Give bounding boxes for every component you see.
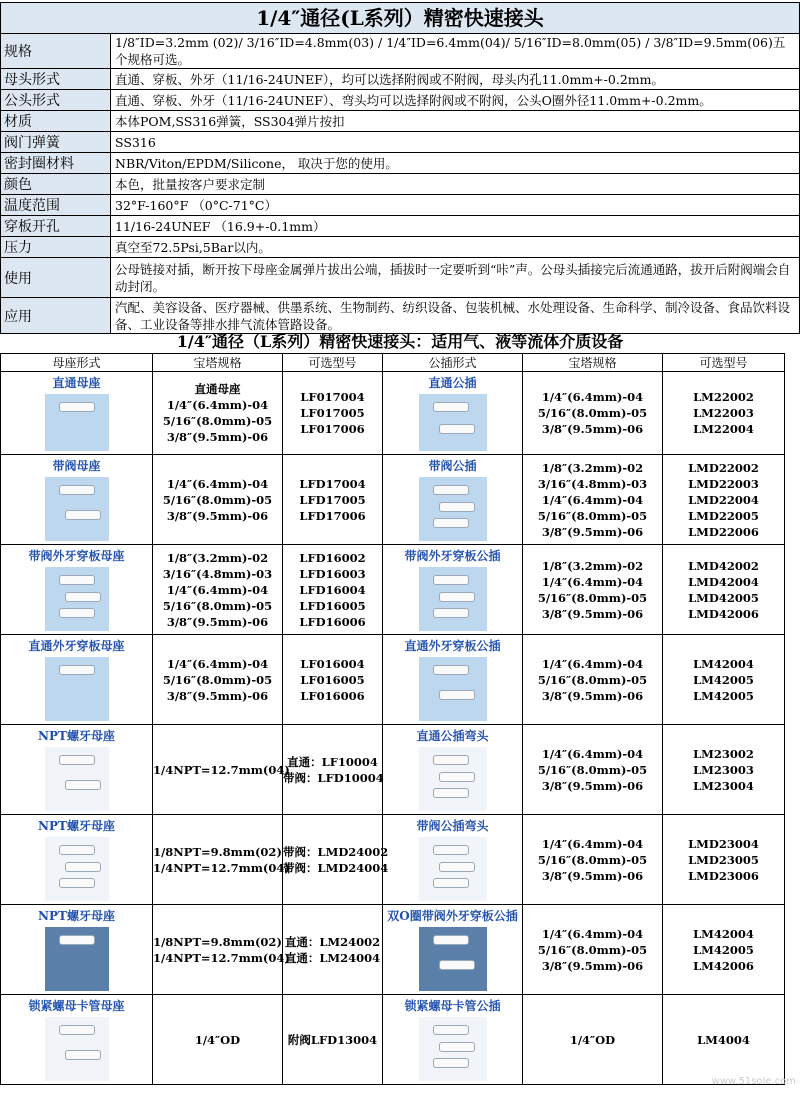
connector-fitting-icon bbox=[433, 518, 469, 528]
header-male-form: 公插形式 bbox=[383, 354, 523, 372]
spec-value: 32°F-160°F （0°C-71°C） bbox=[111, 195, 800, 216]
spec-line: 3/8″(9.5mm)-06 bbox=[541, 778, 644, 793]
female-model-cell bbox=[283, 995, 383, 1085]
male-form-cell bbox=[383, 372, 523, 455]
connector-fitting-icon bbox=[433, 1025, 469, 1035]
spec-line: 1/8NPT=9.8mm(02) bbox=[153, 934, 282, 949]
spec-value: 11/16-24UNEF （16.9+-0.1mm） bbox=[111, 216, 800, 237]
male-model-cell bbox=[663, 995, 785, 1085]
spec-row bbox=[1, 174, 800, 195]
connector-fitting-icon bbox=[439, 960, 475, 970]
page-title: 1/4″通径(L系列）精密快速接头 bbox=[0, 2, 800, 34]
female-model-cell bbox=[283, 635, 383, 725]
spec-label: 穿板开孔 bbox=[1, 216, 111, 237]
female-connector-photo bbox=[45, 927, 109, 991]
table-row bbox=[1, 905, 785, 995]
spec-value: 公母链接对插，断开按下母座金属弹片拔出公端，插拔时一定要听到“咔”声。公母头插接完后流通通路，拔开后附阀端会自动封闭。 bbox=[111, 258, 800, 298]
male-spec-cell bbox=[523, 905, 663, 995]
connector-fitting-icon bbox=[59, 575, 95, 585]
model-line: LF016004 bbox=[300, 656, 365, 671]
spec-line: 1/4″(6.4mm)-04 bbox=[166, 582, 269, 597]
connector-fitting-icon bbox=[439, 690, 475, 700]
spec-line: 5/16″(8.0mm)-05 bbox=[162, 598, 273, 613]
spec-line: 3/8″(9.5mm)-06 bbox=[166, 688, 269, 703]
model-line: LMD42005 bbox=[688, 590, 759, 605]
connector-fitting-icon bbox=[433, 935, 469, 945]
spec-line: 1/4″OD bbox=[194, 1032, 241, 1047]
spec-value: SS316 bbox=[111, 132, 800, 153]
spec-line: 1/4″(6.4mm)-04 bbox=[541, 836, 644, 851]
male-form-name: 双O圈带阀外牙穿板公插 bbox=[387, 909, 518, 923]
connector-fitting-icon bbox=[433, 575, 469, 585]
spec-line: 直通母座 bbox=[194, 382, 241, 396]
model-line: LM23004 bbox=[693, 778, 754, 793]
male-form-cell bbox=[383, 455, 523, 545]
spec-value: 1/8″ID=3.2mm (02)/ 3/16″ID=4.8mm(03) / 1/4″ID=6.4mm(04)/ 5/16″ID=8.0mm(05) / 3/8″ID=9.5mm(06)五个规格可选。 bbox=[111, 34, 800, 69]
spec-line: 1/4NPT=12.7mm(04) bbox=[153, 762, 290, 777]
spec-line: 1/8″(3.2mm)-02 bbox=[541, 460, 644, 475]
male-model-cell bbox=[663, 725, 785, 815]
product-table-title: 1/4″通径（L系列）精密快速接头：适用气、液等流体介质设备 bbox=[176, 332, 624, 351]
spec-line: 1/8NPT=9.8mm(02) bbox=[153, 844, 282, 859]
connector-fitting-icon bbox=[439, 862, 475, 872]
female-connector-photo bbox=[45, 394, 109, 451]
connector-fitting-icon bbox=[59, 755, 95, 765]
female-connector-photo bbox=[45, 477, 109, 541]
female-form-cell bbox=[1, 995, 153, 1085]
male-model-cell bbox=[663, 545, 785, 635]
spec-line: 5/16″(8.0mm)-05 bbox=[537, 406, 648, 420]
spec-line: 1/4″(6.4mm)-04 bbox=[166, 656, 269, 671]
product-table bbox=[0, 353, 785, 1085]
model-line: 带阀：LMD24004 bbox=[283, 860, 389, 875]
male-model-cell bbox=[663, 635, 785, 725]
spec-line: 5/16″(8.0mm)-05 bbox=[162, 492, 273, 507]
model-line: LM22002 bbox=[693, 390, 754, 404]
model-line: LFD17004 bbox=[299, 476, 366, 491]
header-female-model: 可选型号 bbox=[283, 354, 383, 372]
spec-row bbox=[1, 90, 800, 111]
male-form-cell bbox=[383, 725, 523, 815]
spec-line: 5/16″(8.0mm)-05 bbox=[537, 508, 648, 523]
model-line: 带阀：LMD24002 bbox=[283, 844, 389, 859]
male-spec-cell bbox=[523, 725, 663, 815]
spec-line: 3/16″(4.8mm)-03 bbox=[537, 476, 648, 491]
female-connector-photo bbox=[45, 1017, 109, 1081]
model-line: LMD22005 bbox=[688, 508, 759, 523]
model-line: LFD16006 bbox=[299, 614, 366, 629]
female-spec-cell bbox=[153, 635, 283, 725]
model-line: 直通：LM24004 bbox=[284, 950, 381, 965]
female-connector-photo bbox=[45, 567, 109, 631]
female-form-cell bbox=[1, 725, 153, 815]
header-male-spec: 宝塔规格 bbox=[523, 354, 663, 372]
spec-label: 颜色 bbox=[1, 174, 111, 195]
model-line: LM4004 bbox=[697, 1032, 750, 1047]
table-row bbox=[1, 635, 785, 725]
header-male-model: 可选型号 bbox=[663, 354, 785, 372]
female-form-name: NPT螺牙母座 bbox=[38, 909, 115, 923]
spec-line: 5/16″(8.0mm)-05 bbox=[537, 762, 648, 777]
table-row bbox=[1, 372, 785, 455]
spec-line: 1/8″(3.2mm)-02 bbox=[541, 558, 644, 573]
spec-line: 3/8″(9.5mm)-06 bbox=[541, 524, 644, 539]
connector-fitting-icon bbox=[439, 424, 475, 434]
spec-line: 3/8″(9.5mm)-06 bbox=[541, 958, 644, 973]
female-model-cell bbox=[283, 905, 383, 995]
header-female-form: 母座形式 bbox=[1, 354, 153, 372]
female-spec-cell bbox=[153, 815, 290, 905]
spec-line: 5/16″(8.0mm)-05 bbox=[537, 672, 648, 687]
connector-fitting-icon bbox=[65, 780, 101, 790]
male-connector-photo bbox=[419, 394, 487, 451]
model-line: LFD17006 bbox=[299, 508, 366, 523]
connector-fitting-icon bbox=[433, 402, 469, 412]
connector-fitting-icon bbox=[433, 845, 469, 855]
male-form-name: 带阀外牙穿板公插 bbox=[404, 549, 501, 563]
spec-line: 5/16″(8.0mm)-05 bbox=[537, 590, 648, 605]
male-form-cell bbox=[383, 905, 523, 995]
spec-value: 真空至72.5Psi,5Bar以内。 bbox=[111, 237, 800, 258]
connector-fitting-icon bbox=[433, 878, 469, 888]
spec-line: 3/8″(9.5mm)-06 bbox=[166, 508, 269, 523]
connector-fitting-icon bbox=[433, 755, 469, 765]
model-line: LMD22004 bbox=[688, 492, 759, 507]
male-model-cell bbox=[663, 372, 785, 455]
spec-line: 3/8″(9.5mm)-06 bbox=[541, 688, 644, 703]
spec-line: 3/8″(9.5mm)-06 bbox=[166, 614, 269, 629]
male-spec-cell bbox=[523, 372, 663, 455]
female-form-cell bbox=[1, 815, 153, 905]
female-spec-cell bbox=[153, 455, 283, 545]
spec-label: 阀门弹簧 bbox=[1, 132, 111, 153]
model-line: LFD16003 bbox=[299, 566, 366, 581]
spec-line: 3/8″(9.5mm)-06 bbox=[541, 422, 644, 436]
spec-label: 使用 bbox=[1, 258, 111, 298]
female-form-cell bbox=[1, 635, 153, 725]
table-row bbox=[1, 815, 785, 905]
spec-label: 材质 bbox=[1, 111, 111, 132]
spec-line: 1/4″(6.4mm)-04 bbox=[541, 390, 644, 404]
connector-fitting-icon bbox=[59, 608, 95, 618]
model-line: LMD42002 bbox=[688, 558, 759, 573]
spec-row bbox=[1, 216, 800, 237]
connector-fitting-icon bbox=[439, 1042, 475, 1052]
spec-label: 密封圈材料 bbox=[1, 153, 111, 174]
spec-row bbox=[1, 34, 800, 69]
female-form-cell bbox=[1, 372, 153, 455]
connector-fitting-icon bbox=[59, 878, 95, 888]
male-connector-photo bbox=[419, 567, 487, 631]
female-model-cell bbox=[283, 372, 383, 455]
header-female-spec: 宝塔规格 bbox=[153, 354, 283, 372]
table-row bbox=[1, 545, 785, 635]
model-line: LFD16002 bbox=[299, 550, 366, 565]
spec-value: 本色，批量按客户要求定制 bbox=[111, 174, 800, 195]
model-line: 带阀：LFD10004 bbox=[283, 770, 384, 785]
spec-value: NBR/Viton/EPDM/Silicone， 取决于您的使用。 bbox=[111, 153, 800, 174]
connector-fitting-icon bbox=[59, 935, 95, 945]
model-line: LFD16005 bbox=[299, 598, 366, 613]
model-line: LFD17005 bbox=[299, 492, 366, 507]
connector-fitting-icon bbox=[433, 485, 469, 495]
female-form-name: 带阀外牙穿板母座 bbox=[28, 549, 125, 563]
male-form-cell bbox=[383, 815, 523, 905]
spec-row bbox=[1, 153, 800, 174]
spec-line: 1/4″(6.4mm)-04 bbox=[166, 476, 269, 491]
spec-value: 直通、穿板、外牙（11/16-24UNEF）、弯头均可以选择附阀或不附阀，公头O圈外径11.0mm+-0.2mm。 bbox=[111, 90, 800, 111]
connector-fitting-icon bbox=[433, 1058, 469, 1068]
male-connector-photo bbox=[419, 747, 487, 811]
spec-label: 规格 bbox=[1, 34, 111, 69]
spec-value: 直通、穿板、外牙（11/16-24UNEF），均可以选择附阀或不附阀，母头内孔11.0mm+-0.2mm。 bbox=[111, 69, 800, 90]
model-line: 直通：LF10004 bbox=[287, 754, 378, 769]
spec-label: 温度范围 bbox=[1, 195, 111, 216]
model-line: LMD22002 bbox=[688, 460, 759, 475]
spec-line: 5/16″(8.0mm)-05 bbox=[537, 852, 648, 867]
male-model-cell bbox=[663, 815, 785, 905]
male-spec-cell bbox=[523, 815, 663, 905]
model-line: LM42004 bbox=[693, 656, 754, 671]
female-model-cell bbox=[283, 815, 389, 905]
connector-fitting-icon bbox=[439, 502, 475, 512]
model-line: LMD23006 bbox=[688, 868, 759, 883]
female-form-name: NPT螺牙母座 bbox=[38, 819, 115, 833]
model-line: LMD23004 bbox=[688, 836, 759, 851]
male-spec-cell bbox=[523, 995, 663, 1085]
model-line: LM22004 bbox=[693, 422, 754, 436]
spec-line: 1/4″OD bbox=[569, 1032, 616, 1047]
spec-line: 5/16″(8.0mm)-05 bbox=[537, 942, 648, 957]
female-spec-cell bbox=[153, 372, 283, 455]
spec-line: 3/16″(4.8mm)-03 bbox=[162, 566, 273, 581]
male-form-name: 锁紧螺母卡管公插 bbox=[404, 999, 501, 1013]
female-connector-photo bbox=[45, 747, 109, 811]
spec-row bbox=[1, 195, 800, 216]
model-line: LMD22006 bbox=[688, 524, 759, 539]
model-line: LMD42004 bbox=[688, 574, 759, 589]
male-connector-photo bbox=[419, 927, 487, 991]
female-model-cell bbox=[283, 725, 383, 815]
female-connector-photo bbox=[45, 837, 109, 901]
spec-line: 1/4NPT=12.7mm(04) bbox=[153, 950, 290, 965]
spec-line: 1/4″(6.4mm)-04 bbox=[541, 492, 644, 507]
table-header-row bbox=[1, 354, 785, 372]
female-connector-photo bbox=[45, 657, 109, 721]
female-form-cell bbox=[1, 905, 153, 995]
female-model-cell bbox=[283, 545, 383, 635]
connector-fitting-icon bbox=[65, 592, 101, 602]
spec-line: 5/16″(8.0mm)-05 bbox=[162, 672, 273, 687]
female-spec-cell bbox=[153, 725, 290, 815]
model-line: LM42005 bbox=[693, 942, 754, 957]
male-form-name: 直通公插弯头 bbox=[416, 729, 489, 743]
female-spec-cell bbox=[153, 995, 283, 1085]
model-line: LF016006 bbox=[300, 688, 365, 703]
spec-line: 1/4″(6.4mm)-04 bbox=[166, 398, 269, 412]
model-line: 附阀LFD13004 bbox=[287, 1032, 378, 1047]
model-line: LF017004 bbox=[300, 390, 365, 404]
table-row bbox=[1, 725, 785, 815]
spec-line: 1/4″(6.4mm)-04 bbox=[541, 656, 644, 671]
spec-label: 应用 bbox=[1, 298, 111, 334]
male-model-cell bbox=[663, 455, 785, 545]
spec-row bbox=[1, 132, 800, 153]
model-line: LM22003 bbox=[693, 406, 754, 420]
model-line: LMD42006 bbox=[688, 606, 759, 621]
spec-row bbox=[1, 258, 800, 298]
female-model-cell bbox=[283, 455, 383, 545]
spec-table bbox=[0, 33, 800, 334]
male-spec-cell bbox=[523, 545, 663, 635]
male-connector-photo bbox=[419, 1017, 487, 1081]
male-spec-cell bbox=[523, 455, 663, 545]
spec-value: 本体POM,SS316弹簧，SS304弹片按扣 bbox=[111, 111, 800, 132]
connector-fitting-icon bbox=[59, 402, 95, 412]
spec-line: 1/8″(3.2mm)-02 bbox=[166, 550, 269, 565]
model-line: LM42005 bbox=[693, 672, 754, 687]
model-line: LMD22003 bbox=[688, 476, 759, 491]
model-line: LM42005 bbox=[693, 688, 754, 703]
spec-row bbox=[1, 298, 800, 334]
connector-fitting-icon bbox=[59, 485, 95, 495]
model-line: LF017005 bbox=[300, 406, 365, 420]
watermark: www.51sole.com bbox=[711, 1076, 796, 1087]
spec-line: 3/8″(9.5mm)-06 bbox=[541, 606, 644, 621]
spec-line: 1/4″(6.4mm)-04 bbox=[541, 926, 644, 941]
model-line: LF016005 bbox=[300, 672, 365, 687]
connector-fitting-icon bbox=[439, 772, 475, 782]
spec-value: 汽配、美容设备、医疗器械、供墨系统、生物制药、纺织设备、包装机械、水处理设备、生命科学、制冷设备、食品饮料设备、工业设备等排水排气流体管路设备。 bbox=[111, 298, 800, 334]
spec-line: 3/8″(9.5mm)-06 bbox=[541, 868, 644, 883]
connector-fitting-icon bbox=[65, 862, 101, 872]
model-line: LFD16004 bbox=[299, 582, 366, 597]
connector-fitting-icon bbox=[59, 665, 95, 675]
male-connector-photo bbox=[419, 657, 487, 721]
spec-label: 压力 bbox=[1, 237, 111, 258]
male-form-name: 直通公插 bbox=[428, 376, 477, 390]
male-form-cell bbox=[383, 545, 523, 635]
model-line: LF017006 bbox=[300, 422, 365, 436]
male-form-name: 带阀公插弯头 bbox=[416, 819, 489, 833]
connector-fitting-icon bbox=[65, 510, 101, 520]
connector-fitting-icon bbox=[59, 845, 95, 855]
female-form-cell bbox=[1, 455, 153, 545]
spec-line: 5/16″(8.0mm)-05 bbox=[162, 414, 273, 428]
male-form-cell bbox=[383, 635, 523, 725]
female-form-name: NPT螺牙母座 bbox=[38, 729, 115, 743]
spec-row bbox=[1, 237, 800, 258]
spec-line: 3/8″(9.5mm)-06 bbox=[166, 430, 269, 444]
female-form-cell bbox=[1, 545, 153, 635]
female-spec-cell bbox=[153, 545, 283, 635]
female-form-name: 锁紧螺母卡管母座 bbox=[28, 999, 125, 1013]
model-line: LM23002 bbox=[693, 746, 754, 761]
male-form-cell bbox=[383, 995, 523, 1085]
spec-label: 公头形式 bbox=[1, 90, 111, 111]
spec-line: 1/4″(6.4mm)-04 bbox=[541, 746, 644, 761]
table-row bbox=[1, 995, 785, 1085]
male-model-cell bbox=[663, 905, 785, 995]
connector-fitting-icon bbox=[433, 608, 469, 618]
spec-line: 1/4″(6.4mm)-04 bbox=[541, 574, 644, 589]
spec-label: 母头形式 bbox=[1, 69, 111, 90]
connector-fitting-icon bbox=[59, 1025, 95, 1035]
table-row bbox=[1, 455, 785, 545]
model-line: LM42006 bbox=[693, 958, 754, 973]
connector-fitting-icon bbox=[439, 592, 475, 602]
male-form-name: 直通外牙穿板公插 bbox=[404, 639, 501, 653]
connector-fitting-icon bbox=[433, 788, 469, 798]
spec-row bbox=[1, 69, 800, 90]
spec-row bbox=[1, 111, 800, 132]
model-line: LMD23005 bbox=[688, 852, 759, 867]
female-spec-cell bbox=[153, 905, 290, 995]
female-form-name: 带阀母座 bbox=[52, 459, 101, 473]
model-line: LM23003 bbox=[693, 762, 754, 777]
spec-line: 1/4NPT=12.7mm(04) bbox=[153, 860, 290, 875]
model-line: 直通：LM24002 bbox=[284, 934, 381, 949]
male-spec-cell bbox=[523, 635, 663, 725]
connector-fitting-icon bbox=[433, 665, 469, 675]
model-line: LM42004 bbox=[693, 926, 754, 941]
connector-fitting-icon bbox=[65, 1050, 101, 1060]
female-form-name: 直通母座 bbox=[52, 376, 101, 390]
female-form-name: 直通外牙穿板母座 bbox=[28, 639, 125, 653]
male-connector-photo bbox=[419, 837, 487, 901]
male-form-name: 带阀公插 bbox=[428, 459, 477, 473]
male-connector-photo bbox=[419, 477, 487, 541]
